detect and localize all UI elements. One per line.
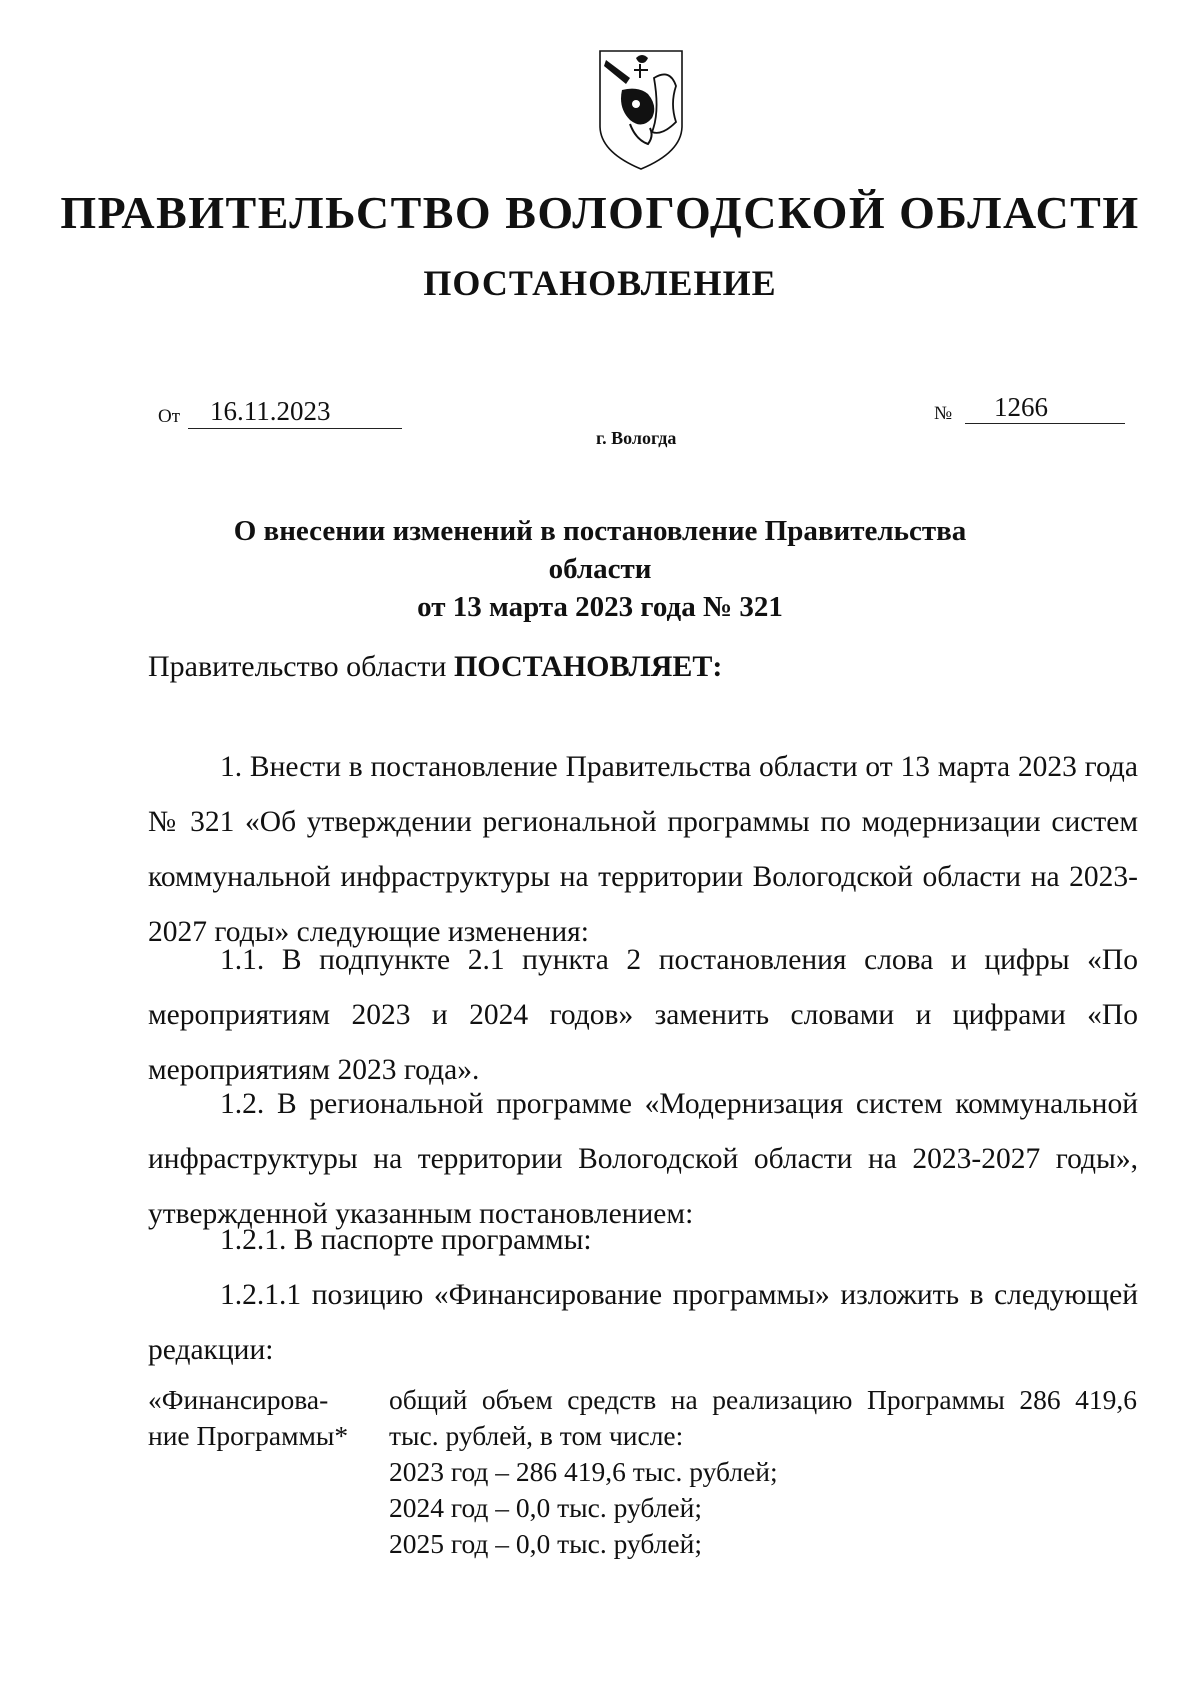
paragraph-1-2-1-1-text: 1.2.1.1 позицию «Финансирование программы» изложить в следующей редакции: (148, 1279, 1138, 1366)
financing-line-total: общий объем средств на реализацию Программы 286 419,6 (389, 1384, 1137, 1415)
preamble-text: Правительство области (148, 650, 454, 683)
financing-label-line-2: ние Программы* (148, 1420, 349, 1451)
document-number: 1266 (994, 392, 1048, 422)
subject-line-1: О внесении изменений в постановление Правительства области (233, 515, 967, 585)
financing-label-line-1: «Финансирова- (148, 1384, 329, 1415)
document-type: ПОСТАНОВЛЕНИЕ (423, 263, 777, 303)
paragraph-1 (148, 740, 1138, 960)
paragraph-1-2-1-text: 1.2.1. В паспорте программы: (220, 1224, 592, 1256)
paragraph-1-1-text: 1.1. В подпункте 2.1 пункта 2 постановления слова и цифры «По мероприятиям 2023 и 2024 годов» заменить словами и цифрами «По мероприятиям 2023 года». (148, 944, 1138, 1086)
document-subject (200, 512, 1000, 626)
preamble (148, 650, 722, 684)
financing-label (148, 1382, 348, 1454)
document-date: 16.11.2023 (210, 396, 331, 426)
city: г. Вологда (596, 428, 677, 448)
financing-line-2024: 2024 год – 0,0 тыс. рублей; (389, 1492, 702, 1523)
financing-line-2025: 2025 год – 0,0 тыс. рублей; (389, 1528, 702, 1559)
subject-line-2: от 13 марта 2023 года № 321 (417, 591, 783, 623)
financing-value (389, 1382, 1137, 1562)
financing-line-including: тыс. рублей, в том числе: (389, 1420, 684, 1451)
number-prefix: № (934, 403, 953, 424)
paragraph-1-2-1 (148, 1213, 1138, 1268)
financing-line-2023: 2023 год – 286 419,6 тыс. рублей; (389, 1456, 778, 1487)
number-underline (965, 423, 1125, 424)
paragraph-1-2-1-1 (148, 1268, 1138, 1378)
date-underline (188, 428, 402, 429)
paragraph-1-1 (148, 933, 1138, 1098)
preamble-decree: ПОСТАНОВЛЯЕТ: (453, 650, 723, 683)
paragraph-1-2-text: 1.2. В региональной программе «Модернизация систем коммунальной инфраструктуры на территории Вологодской области на 2023-2027 годы», утвержденной указанным постановлением: (148, 1088, 1138, 1230)
date-prefix: От (158, 406, 181, 427)
organization-title: ПРАВИТЕЛЬСТВО ВОЛОГОДСКОЙ ОБЛАСТИ (60, 187, 1140, 238)
paragraph-1-text: 1. Внести в постановление Правительства области от 13 марта 2023 года № 321 «Об утверждении региональной программы по модернизации систем коммунальной инфраструктуры на территории Вологодской области на 2023-2027 годы» следующие изменения: (148, 751, 1138, 948)
coat-of-arms-icon (596, 48, 686, 172)
